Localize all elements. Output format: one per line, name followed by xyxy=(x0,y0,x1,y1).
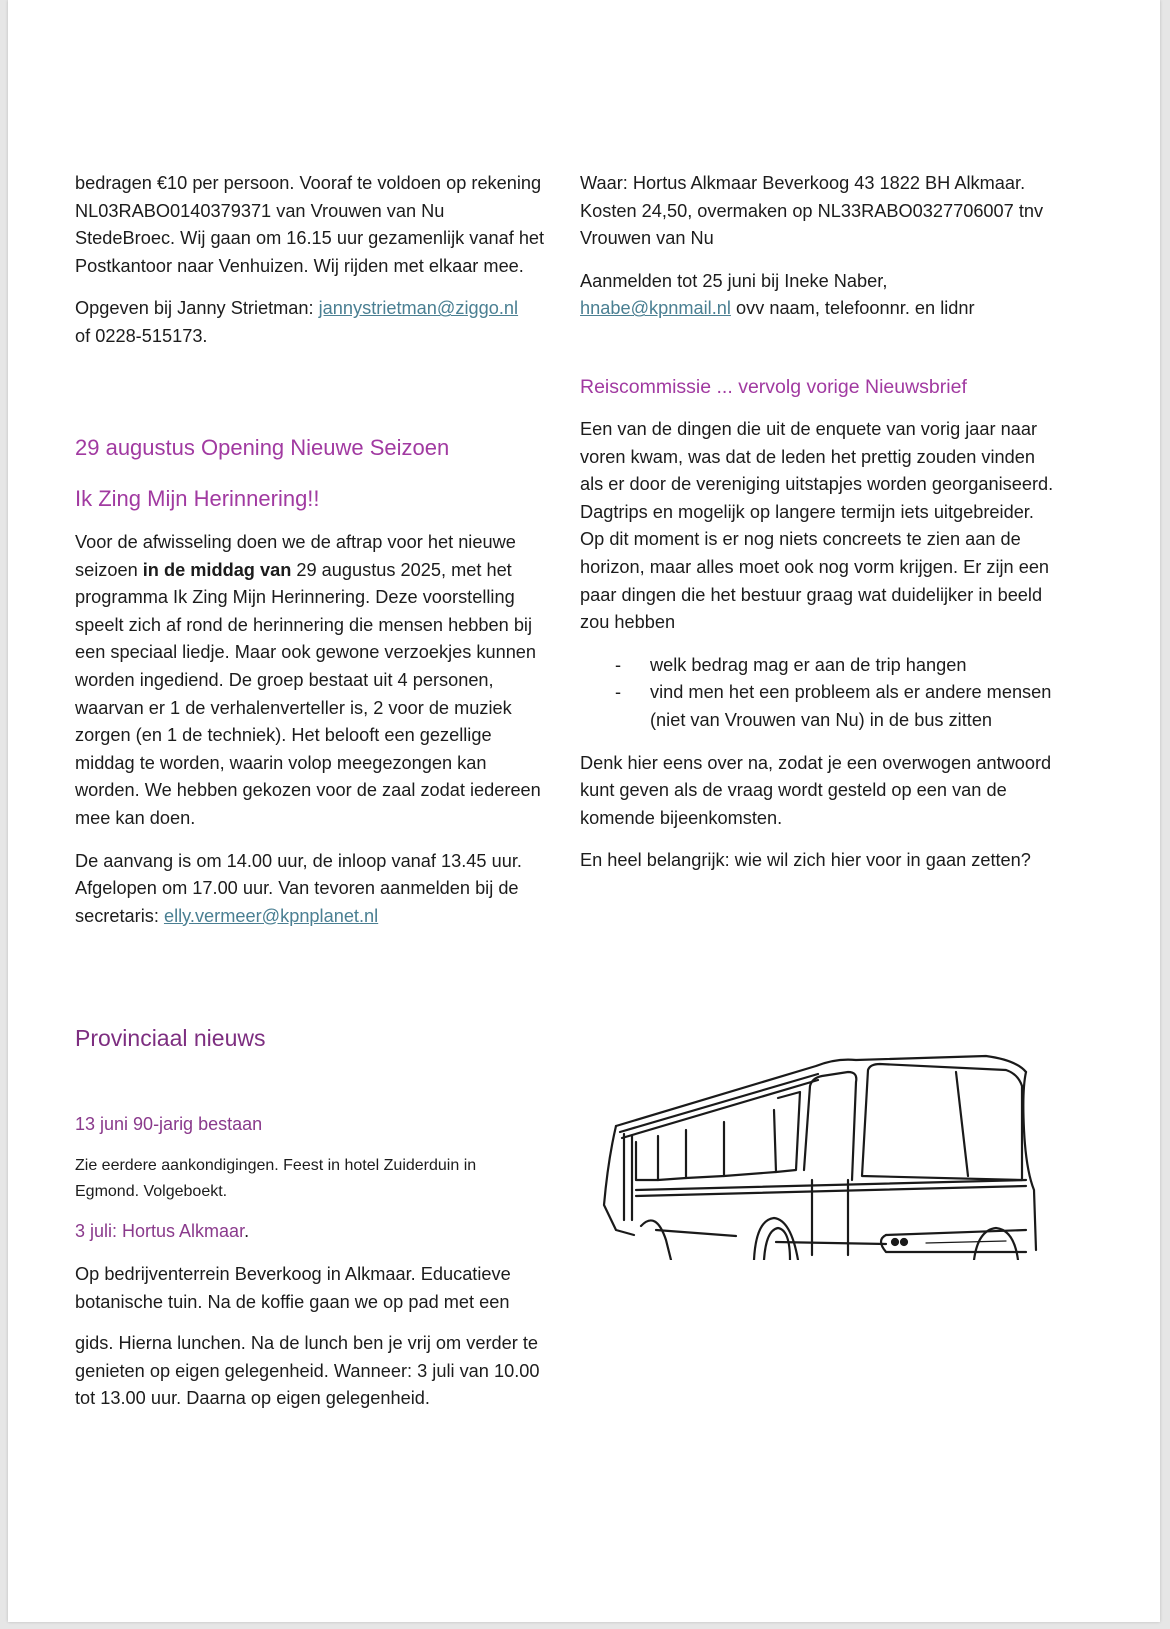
right-column-top xyxy=(580,170,1060,323)
opening-text-rest: 29 augustus 2025, met het programma Ik Zing Mijn Herinnering. Deze voorstelling speelt zich af rond de herinnering die mensen hebben bij een speciaal liedje. Maar ook gewone verzoekjes kunnen worden ingediend. De groep bestaat uit 4 personen, waarvan er 1 de verhalenverteller is, 2 voor de muziek zorgen (en 1 de techniek). Het belooft een gezellige middag te worden, waarin volop meegezongen kan worden. We hebben gekozen voor de zaal zodat iedereen mee kan doen. xyxy=(75,559,541,828)
schedule-paragraph xyxy=(75,848,545,931)
register-suffix: ovv naam, telefoonnr. en lidnr xyxy=(730,298,975,319)
signup-label: Opgeven bij Janny Strietman: xyxy=(75,298,319,319)
reiscommissie-body xyxy=(580,416,1060,875)
bullet-text: welk bedrag mag er aan de trip hangen xyxy=(650,654,967,675)
opening-title: 29 augustus Opening Nieuwe Seizoen xyxy=(75,435,450,460)
reiscommissie-bullet-list xyxy=(580,652,1060,735)
opening-subtitle: Ik Zing Mijn Herinnering!! xyxy=(75,486,320,511)
fee-paragraph: bedragen €10 per persoon. Vooraf te voldoen op rekening NL03RABO0140379371 van Vrouwen van Nu StedeBroec. Wij gaan om 16.15 uur gezamenlijk vanaf het Postkantoor naar Venhuizen. Wij rijden met elkaar mee. xyxy=(75,173,545,276)
schedule-text: De aanvang is om 14.00 uur, de inloop vanaf 13.45 uur. Afgelopen om 17.00 uur. Van tevoren aanmelden bij de secretaris: xyxy=(75,850,522,926)
bus-illustration-icon xyxy=(586,1030,1046,1260)
hortus-details: Waar: Hortus Alkmaar Beverkoog 43 1822 BH Alkmaar. Kosten 24,50, overmaken op NL33RABO0327706007 tnv Vrouwen van Nu xyxy=(580,173,1044,249)
reiscommissie-paragraph-2: Denk hier eens over na, zodat je een overwogen antwoord kunt geven als de vraag wordt gesteld op een van de komende bijeenkomsten. xyxy=(580,752,1052,828)
provinciaal-title: Provinciaal nieuws xyxy=(75,1025,266,1051)
register-paragraph xyxy=(580,268,1060,323)
ineke-email-link[interactable]: hnabe@kpnmail.nl xyxy=(580,298,731,319)
signup-phone: of 0228-515173. xyxy=(75,325,208,346)
dash-bullet-icon: - xyxy=(615,654,622,675)
signup-paragraph xyxy=(75,295,555,350)
hortus-paragraph-1: Op bedrijventerrein Beverkoog in Alkmaar. Educatieve botanische tuin. Na de koffie gaan we op pad met een xyxy=(75,1264,511,1312)
bullet-item xyxy=(580,652,1060,680)
hortus-title xyxy=(75,1218,249,1244)
reiscommissie-paragraph-3: En heel belangrijk: wie wil zich hier voor in gaan zetten? xyxy=(580,850,1031,871)
reiscommissie-paragraph-1: Een van de dingen die uit de enquete van vorig jaar naar voren kwam, was dat de leden het prettig zouden vinden als er door de vereniging uitstapjes worden georganiseerd. Dagtrips en mogelijk op langere termijn iets uitgebreider. Op dit moment is er nog niets concreets te zien aan de horizon, maar alles moet ook nog vorm krijgen. Er zijn een paar dingen die het bestuur graag wat duidelijker in beeld zou hebben xyxy=(580,419,1054,633)
bullet-item xyxy=(580,679,1060,734)
hortus-title-text: 3 juli: Hortus Alkmaar xyxy=(75,1221,245,1241)
jubileum-title: 13 juni 90-jarig bestaan xyxy=(75,1114,263,1134)
document-page xyxy=(8,0,1160,1622)
bullet-text: vind men het een probleem als er andere mensen (niet van Vrouwen van Nu) in de bus zitten xyxy=(650,682,1052,730)
register-text: Aanmelden tot 25 juni bij Ineke Naber, xyxy=(580,270,888,291)
opening-body xyxy=(75,529,545,930)
opening-text-start: Voor de afwisseling doen we de aftrap voor het nieuwe seizoen xyxy=(75,532,516,580)
hortus-title-period: . xyxy=(244,1221,250,1241)
opening-paragraph xyxy=(75,529,545,833)
janny-email-link[interactable]: jannystrietman@ziggo.nl xyxy=(318,298,519,319)
secretaris-email-link[interactable]: elly.vermeer@kpnplanet.nl xyxy=(163,905,379,926)
dash-bullet-icon: - xyxy=(615,682,622,703)
jubileum-text: Zie eerdere aankondigingen. Feest in hotel Zuiderduin in Egmond. Volgeboekt. xyxy=(75,1157,477,1200)
hortus-paragraph-2: gids. Hierna lunchen. Na de lunch ben je vrij om verder te genieten op eigen gelegenheid. Wanneer: 3 juli van 10.00 tot 13.00 uur. Daarna op eigen gelegenheid. xyxy=(75,1333,540,1409)
reiscommissie-title: Reiscommissie ... vervolg vorige Nieuwsbrief xyxy=(580,376,967,398)
opening-bold-text: in de middag van xyxy=(142,559,292,580)
left-column-top xyxy=(75,170,555,351)
